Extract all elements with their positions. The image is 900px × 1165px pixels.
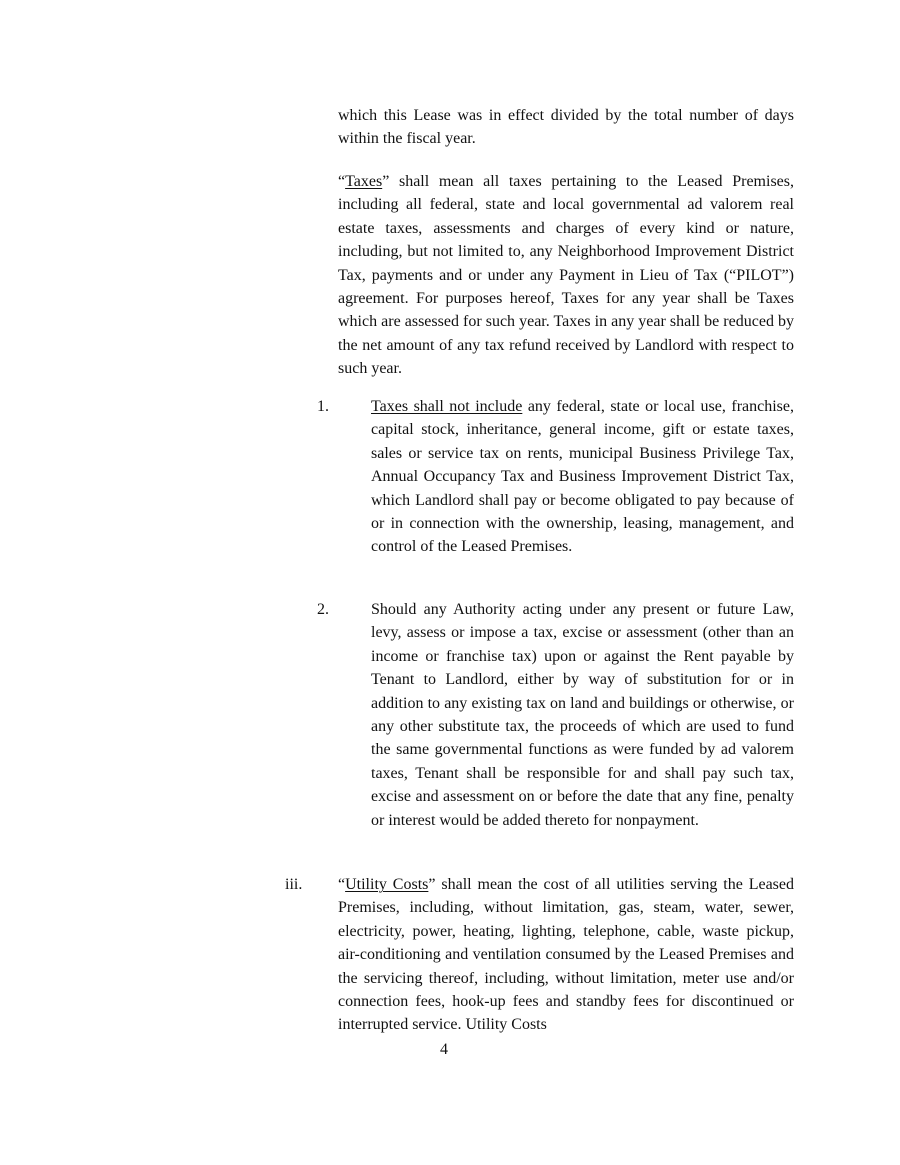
item-2-number: 2. [317, 601, 329, 618]
taxes-definition-paragraph [338, 170, 794, 381]
utility-open-quote: “ [338, 876, 346, 893]
utility-costs-text: ” shall mean the cost of all utilities serving the Leased Premises, including, without limitation, gas, steam, water, sewer, electricity, power, heating, lighting, telephone, cable, waste pickup, air-conditioning and ventilation consumed by the Leased Premises and the servicing thereof, including, without limitation, meter use and/or connection fees, hook-up fees and standby fees for discontinued or interrupted service. Utility Costs [338, 876, 794, 1034]
item-2-paragraph [371, 598, 794, 832]
fiscal-year-paragraph [338, 104, 794, 151]
taxes-defined-term: Taxes [345, 173, 383, 190]
item-iii-number: iii. [285, 876, 303, 893]
utility-costs-defined-term: Utility Costs [345, 876, 429, 893]
utility-costs-paragraph [338, 873, 794, 1037]
item-1-text: any federal, state or local use, franchise, capital stock, inheritance, general income, gift or estate taxes, sales or service tax on rents, municipal Business Privilege Tax, Annual Occupancy Tax and Business Improvement District Tax, which Landlord shall pay or become obligated to pay because of or in connection with the ownership, leasing, management, and control of the Leased Premises. [371, 398, 794, 556]
taxes-definition-text: ” shall mean all taxes pertaining to the Leased Premises, including all federal, state and local governmental ad valorem real estate taxes, assessments and charges of every kind or nature, including, but not limited to, any Neighborhood Improvement District Tax, payments and or under any Payment in Lieu of Tax (“PILOT”) agreement. For purposes hereof, Taxes for any year shall be Taxes which are assessed for such year. Taxes in any year shall be reduced by the net amount of any tax refund received by Landlord with respect to such year. [338, 173, 794, 378]
item-2-text: Should any Authority acting under any present or future Law, levy, assess or impose a tax, excise or assessment (other than an income or franchise tax) upon or against the Rent payable by Tenant to Landlord, either by way of substitution for or in addition to any existing tax on land and buildings or otherwise, or any other substitute tax, the proceeds of which are used to fund the same governmental functions as were funded by ad valorem taxes, Tenant shall be responsible for and shall pay such tax, excise and assessment on or before the date that any fine, penalty or interest would be added thereto for nonpayment. [371, 601, 794, 829]
item-1-lead-term: Taxes shall not include [371, 398, 523, 415]
item-1-paragraph [371, 395, 794, 559]
taxes-open-quote: “ [338, 173, 346, 190]
item-1-number: 1. [317, 398, 329, 415]
fiscal-year-text: which this Lease was in effect divided by the total number of days within the fiscal year. [338, 107, 794, 148]
page-number: 4 [440, 1041, 448, 1058]
